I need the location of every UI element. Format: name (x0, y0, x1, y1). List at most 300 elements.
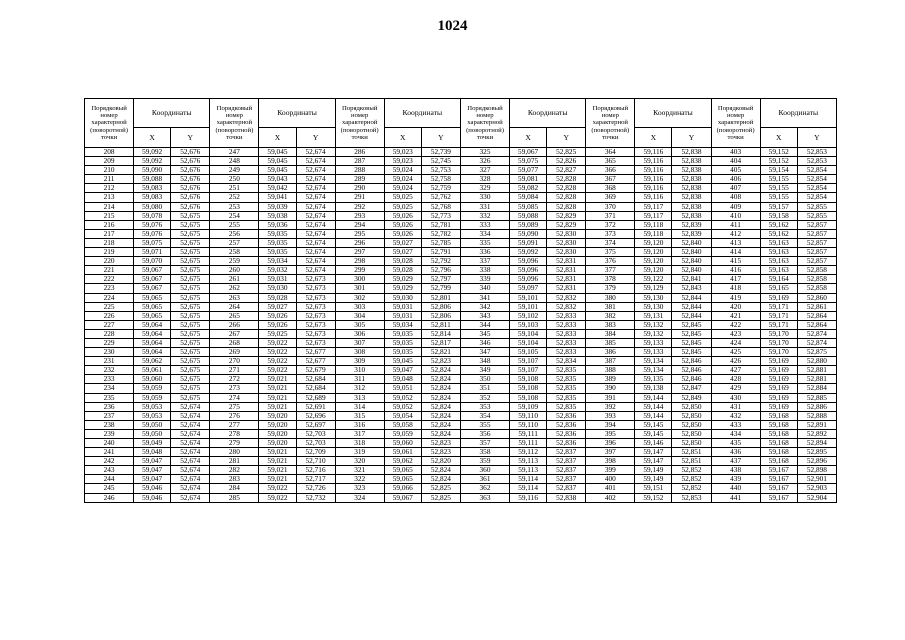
x-cell: 59,045 (259, 166, 296, 175)
point-number-header-line: характерной (91, 119, 127, 127)
x-cell: 59,144 (635, 402, 672, 411)
y-cell: 52,675 (171, 393, 210, 402)
point-number-header-line: точки (100, 133, 118, 141)
x-cell: 59,081 (510, 175, 547, 184)
x-cell: 59,092 (134, 157, 171, 166)
y-cell: 52,675 (171, 275, 210, 284)
y-cell: 52,823 (421, 357, 460, 366)
x-cell: 59,129 (635, 284, 672, 293)
table-row (85, 457, 837, 466)
y-cell: 52,831 (547, 284, 586, 293)
y-cell: 52,806 (421, 302, 460, 311)
point-number-cell: 274 (210, 393, 259, 402)
x-cell: 59,110 (510, 411, 547, 420)
x-cell: 59,020 (259, 429, 296, 438)
y-cell: 52,673 (296, 302, 335, 311)
x-cell: 59,103 (510, 320, 547, 329)
x-cell: 59,168 (760, 457, 797, 466)
x-cell: 59,034 (384, 320, 421, 329)
x-cell: 59,102 (510, 311, 547, 320)
y-cell: 52,857 (797, 257, 836, 266)
y-cell: 52,854 (797, 184, 836, 193)
point-number-cell: 257 (210, 238, 259, 247)
y-cell: 52,832 (547, 293, 586, 302)
x-cell: 59,059 (134, 393, 171, 402)
x-cell: 59,029 (384, 275, 421, 284)
y-cell: 52,768 (421, 202, 460, 211)
y-cell: 52,673 (296, 293, 335, 302)
point-number-cell: 311 (335, 375, 384, 384)
y-cell: 52,830 (547, 229, 586, 238)
point-number-cell: 292 (335, 202, 384, 211)
y-cell: 52,674 (171, 439, 210, 448)
point-number-cell: 405 (711, 166, 760, 175)
y-cell: 52,673 (296, 275, 335, 284)
point-number-cell: 423 (711, 329, 760, 338)
x-cell: 59,021 (259, 393, 296, 402)
point-number-cell: 422 (711, 320, 760, 329)
point-number-cell: 213 (85, 193, 134, 202)
x-cell: 59,168 (760, 420, 797, 429)
y-cell: 52,844 (672, 293, 711, 302)
y-cell: 52,677 (296, 357, 335, 366)
y-cell: 52,824 (421, 420, 460, 429)
x-cell: 59,157 (760, 202, 797, 211)
x-header: X (134, 128, 171, 148)
x-cell: 59,169 (760, 357, 797, 366)
x-cell: 59,144 (635, 393, 672, 402)
x-cell: 59,169 (760, 402, 797, 411)
x-cell: 59,083 (134, 193, 171, 202)
point-number-cell: 237 (85, 411, 134, 420)
y-cell: 52,745 (421, 157, 460, 166)
y-cell: 52,675 (171, 384, 210, 393)
point-number-cell: 313 (335, 393, 384, 402)
table-row (85, 211, 837, 220)
y-cell: 52,838 (672, 193, 711, 202)
x-cell: 59,155 (760, 193, 797, 202)
y-cell: 52,824 (421, 384, 460, 393)
y-cell: 52,821 (421, 348, 460, 357)
point-number-cell: 242 (85, 457, 134, 466)
x-cell: 59,038 (259, 211, 296, 220)
point-number-cell: 289 (335, 175, 384, 184)
point-number-cell: 260 (210, 266, 259, 275)
point-number-header-line: Порядковый (216, 105, 253, 113)
point-number-cell: 255 (210, 220, 259, 229)
point-number-cell: 273 (210, 384, 259, 393)
y-cell: 52,850 (672, 411, 711, 420)
x-cell: 59,167 (760, 466, 797, 475)
y-cell: 52,840 (672, 257, 711, 266)
point-number-cell: 367 (586, 175, 635, 184)
y-cell: 52,857 (797, 229, 836, 238)
x-cell: 59,047 (134, 475, 171, 484)
y-cell: 52,881 (797, 375, 836, 384)
x-cell: 59,171 (760, 302, 797, 311)
x-cell: 59,096 (510, 266, 547, 275)
point-number-cell: 258 (210, 248, 259, 257)
y-cell: 52,674 (296, 193, 335, 202)
y-cell: 52,796 (421, 266, 460, 275)
point-number-cell: 226 (85, 311, 134, 320)
y-cell: 52,799 (421, 284, 460, 293)
point-number-header-line: характерной (717, 119, 754, 127)
coordinates-header: Координаты (510, 99, 586, 128)
point-number-cell: 264 (210, 302, 259, 311)
x-cell: 59,031 (259, 275, 296, 284)
table-row (85, 448, 837, 457)
table-row (85, 229, 837, 238)
point-number-cell: 420 (711, 302, 760, 311)
y-cell: 52,709 (296, 448, 335, 457)
x-cell: 59,130 (635, 302, 672, 311)
y-cell: 52,824 (421, 393, 460, 402)
point-number-header-line: характерной (592, 119, 629, 127)
y-cell: 52,674 (296, 202, 335, 211)
x-cell: 59,113 (510, 466, 547, 475)
point-number-cell: 337 (460, 257, 509, 266)
x-cell: 59,131 (635, 311, 672, 320)
y-cell: 52,676 (171, 157, 210, 166)
y-cell: 52,837 (547, 457, 586, 466)
x-cell: 59,158 (760, 211, 797, 220)
point-number-header-line: (поворотной) (215, 126, 254, 134)
y-cell: 52,691 (296, 402, 335, 411)
y-cell: 52,846 (672, 366, 711, 375)
y-cell: 52,836 (547, 420, 586, 429)
x-cell: 59,060 (384, 439, 421, 448)
y-cell: 52,832 (547, 302, 586, 311)
point-number-cell: 347 (460, 348, 509, 357)
point-number-cell: 396 (586, 439, 635, 448)
y-cell: 52,901 (797, 475, 836, 484)
point-number-header (210, 99, 259, 148)
y-cell: 52,675 (171, 348, 210, 357)
x-cell: 59,167 (760, 493, 797, 502)
y-cell: 52,824 (421, 466, 460, 475)
point-number-header-line: Порядковый (717, 105, 754, 113)
point-number-cell: 433 (711, 420, 760, 429)
point-number-cell: 210 (85, 166, 134, 175)
point-number-cell: 353 (460, 402, 509, 411)
x-cell: 59,061 (134, 366, 171, 375)
point-number-cell: 355 (460, 420, 509, 429)
x-cell: 59,028 (384, 266, 421, 275)
point-number-header-line: (поворотной) (90, 126, 128, 134)
table-row (85, 166, 837, 175)
table-row (85, 475, 837, 484)
x-cell: 59,024 (384, 184, 421, 193)
x-cell: 59,084 (510, 193, 547, 202)
point-number-cell: 246 (85, 493, 134, 502)
y-cell: 52,835 (547, 366, 586, 375)
point-number-cell: 435 (711, 439, 760, 448)
x-cell: 59,028 (384, 257, 421, 266)
table-row (85, 320, 837, 329)
table-row (85, 202, 837, 211)
y-cell: 52,676 (171, 193, 210, 202)
point-number-cell: 233 (85, 375, 134, 384)
x-cell: 59,120 (635, 238, 672, 247)
y-cell: 52,817 (421, 338, 460, 347)
y-cell: 52,881 (797, 366, 836, 375)
point-number-cell: 248 (210, 157, 259, 166)
point-number-cell: 252 (210, 193, 259, 202)
point-number-header (460, 99, 509, 148)
coordinates-table (84, 98, 837, 503)
y-cell: 52,857 (797, 220, 836, 229)
point-number-cell: 378 (586, 275, 635, 284)
x-cell: 59,105 (510, 348, 547, 357)
point-number-cell: 238 (85, 420, 134, 429)
point-number-header-line: точки (351, 133, 368, 141)
y-cell: 52,674 (171, 493, 210, 502)
point-number-cell: 220 (85, 257, 134, 266)
y-cell: 52,841 (672, 275, 711, 284)
point-number-cell: 302 (335, 293, 384, 302)
point-number-cell: 441 (711, 493, 760, 502)
y-cell: 52,823 (421, 439, 460, 448)
y-cell: 52,675 (171, 329, 210, 338)
x-cell: 59,134 (635, 357, 672, 366)
point-number-cell: 437 (711, 457, 760, 466)
y-header: Y (171, 128, 210, 148)
x-cell: 59,023 (384, 157, 421, 166)
point-number-cell: 321 (335, 466, 384, 475)
x-cell: 59,022 (259, 366, 296, 375)
x-cell: 59,110 (510, 420, 547, 429)
point-number-cell: 297 (335, 248, 384, 257)
point-number-cell: 372 (586, 220, 635, 229)
point-number-cell: 301 (335, 284, 384, 293)
x-cell: 59,169 (760, 384, 797, 393)
x-cell: 59,090 (510, 229, 547, 238)
y-cell: 52,758 (421, 175, 460, 184)
point-number-header (85, 99, 134, 148)
point-number-cell: 335 (460, 238, 509, 247)
y-cell: 52,838 (672, 184, 711, 193)
x-cell: 59,134 (635, 366, 672, 375)
y-cell: 52,831 (547, 266, 586, 275)
y-cell: 52,840 (672, 266, 711, 275)
y-cell: 52,825 (421, 493, 460, 502)
x-cell: 59,171 (760, 311, 797, 320)
point-number-cell: 403 (711, 148, 760, 157)
point-number-cell: 430 (711, 393, 760, 402)
x-cell: 59,052 (384, 402, 421, 411)
x-cell: 59,162 (760, 220, 797, 229)
point-number-cell: 411 (711, 220, 760, 229)
point-number-cell: 362 (460, 484, 509, 493)
point-number-cell: 415 (711, 257, 760, 266)
y-cell: 52,824 (421, 411, 460, 420)
x-cell: 59,020 (259, 411, 296, 420)
y-cell: 52,846 (672, 375, 711, 384)
x-cell: 59,151 (635, 484, 672, 493)
point-number-cell: 294 (335, 220, 384, 229)
y-cell: 52,716 (296, 466, 335, 475)
point-number-cell: 295 (335, 229, 384, 238)
point-number-cell: 291 (335, 193, 384, 202)
y-cell: 52,852 (672, 484, 711, 493)
x-cell: 59,075 (134, 238, 171, 247)
x-cell: 59,170 (760, 329, 797, 338)
table-row (85, 284, 837, 293)
point-number-cell: 366 (586, 166, 635, 175)
y-cell: 52,773 (421, 211, 460, 220)
y-cell: 52,904 (797, 493, 836, 502)
x-cell: 59,163 (760, 266, 797, 275)
y-cell: 52,726 (296, 484, 335, 493)
point-number-header-line: характерной (216, 119, 253, 127)
y-cell: 52,684 (296, 375, 335, 384)
x-cell: 59,021 (259, 466, 296, 475)
y-cell: 52,851 (672, 457, 711, 466)
point-number-cell: 325 (460, 148, 509, 157)
x-cell: 59,133 (635, 338, 672, 347)
x-cell: 59,035 (259, 238, 296, 247)
point-number-cell: 234 (85, 384, 134, 393)
y-cell: 52,674 (171, 475, 210, 484)
x-cell: 59,067 (134, 284, 171, 293)
y-cell: 52,874 (797, 329, 836, 338)
table-row (85, 193, 837, 202)
y-cell: 52,850 (672, 439, 711, 448)
table-row (85, 148, 837, 157)
y-cell: 52,895 (797, 448, 836, 457)
y-cell: 52,844 (672, 311, 711, 320)
x-cell: 59,027 (384, 248, 421, 257)
y-cell: 52,792 (421, 257, 460, 266)
x-cell: 59,088 (134, 175, 171, 184)
y-cell: 52,839 (672, 229, 711, 238)
x-cell: 59,030 (259, 284, 296, 293)
point-number-cell: 296 (335, 238, 384, 247)
point-number-cell: 417 (711, 275, 760, 284)
x-cell: 59,022 (259, 348, 296, 357)
table-row (85, 393, 837, 402)
x-cell: 59,096 (510, 257, 547, 266)
x-cell: 59,132 (635, 329, 672, 338)
y-cell: 52,675 (171, 257, 210, 266)
point-number-cell: 211 (85, 175, 134, 184)
y-cell: 52,674 (296, 148, 335, 157)
x-cell: 59,028 (259, 293, 296, 302)
point-number-cell: 303 (335, 302, 384, 311)
point-number-cell: 387 (586, 357, 635, 366)
point-number-cell: 339 (460, 275, 509, 284)
y-cell: 52,811 (421, 320, 460, 329)
y-cell: 52,674 (296, 257, 335, 266)
x-cell: 59,147 (635, 457, 672, 466)
point-number-cell: 391 (586, 393, 635, 402)
x-cell: 59,163 (760, 257, 797, 266)
point-number-cell: 320 (335, 457, 384, 466)
y-cell: 52,675 (171, 266, 210, 275)
y-cell: 52,806 (421, 311, 460, 320)
y-header: Y (547, 128, 586, 148)
x-cell: 59,052 (384, 393, 421, 402)
x-cell: 59,066 (384, 484, 421, 493)
point-number-cell: 328 (460, 175, 509, 184)
point-number-cell: 425 (711, 348, 760, 357)
x-cell: 59,164 (760, 275, 797, 284)
y-cell: 52,864 (797, 320, 836, 329)
y-cell: 52,673 (296, 284, 335, 293)
y-cell: 52,675 (171, 357, 210, 366)
y-cell: 52,675 (171, 284, 210, 293)
point-number-cell: 389 (586, 375, 635, 384)
y-cell: 52,875 (797, 348, 836, 357)
x-cell: 59,147 (635, 448, 672, 457)
y-cell: 52,673 (296, 338, 335, 347)
x-cell: 59,138 (635, 384, 672, 393)
point-number-cell: 365 (586, 157, 635, 166)
point-number-cell: 344 (460, 320, 509, 329)
point-number-cell: 428 (711, 375, 760, 384)
y-cell: 52,835 (547, 402, 586, 411)
x-cell: 59,111 (510, 429, 547, 438)
x-cell: 59,152 (635, 493, 672, 502)
point-number-cell: 239 (85, 429, 134, 438)
point-number-cell: 412 (711, 229, 760, 238)
y-cell: 52,837 (547, 484, 586, 493)
x-cell: 59,116 (635, 193, 672, 202)
point-number-cell: 225 (85, 302, 134, 311)
point-number-cell: 243 (85, 466, 134, 475)
x-cell: 59,025 (384, 202, 421, 211)
x-cell: 59,062 (134, 357, 171, 366)
point-number-cell: 369 (586, 193, 635, 202)
point-number-cell: 266 (210, 320, 259, 329)
y-cell: 52,853 (797, 148, 836, 157)
table-row (85, 293, 837, 302)
x-cell: 59,022 (259, 484, 296, 493)
y-cell: 52,675 (171, 211, 210, 220)
y-cell: 52,858 (797, 275, 836, 284)
x-cell: 59,071 (134, 248, 171, 257)
y-cell: 52,880 (797, 357, 836, 366)
x-cell: 59,025 (384, 193, 421, 202)
y-cell: 52,676 (171, 202, 210, 211)
y-cell: 52,825 (547, 148, 586, 157)
y-cell: 52,831 (547, 275, 586, 284)
x-cell: 59,108 (510, 384, 547, 393)
x-cell: 59,026 (384, 220, 421, 229)
point-number-cell: 309 (335, 357, 384, 366)
y-cell: 52,676 (171, 166, 210, 175)
point-number-cell: 393 (586, 411, 635, 420)
x-cell: 59,021 (259, 384, 296, 393)
point-number-header-line: характерной (467, 119, 503, 127)
x-cell: 59,155 (760, 175, 797, 184)
y-cell: 52,674 (171, 402, 210, 411)
point-number-header-line: Порядковый (91, 105, 127, 113)
point-number-header-line: номер (351, 112, 369, 120)
x-cell: 59,168 (760, 448, 797, 457)
point-number-cell: 436 (711, 448, 760, 457)
y-cell: 52,674 (296, 220, 335, 229)
x-cell: 59,120 (635, 266, 672, 275)
point-number-cell: 300 (335, 275, 384, 284)
point-number-cell: 270 (210, 357, 259, 366)
coordinates-header: Координаты (259, 99, 335, 128)
y-cell: 52,831 (547, 257, 586, 266)
y-cell: 52,791 (421, 248, 460, 257)
x-cell: 59,051 (384, 384, 421, 393)
coordinates-header: Координаты (635, 99, 711, 128)
